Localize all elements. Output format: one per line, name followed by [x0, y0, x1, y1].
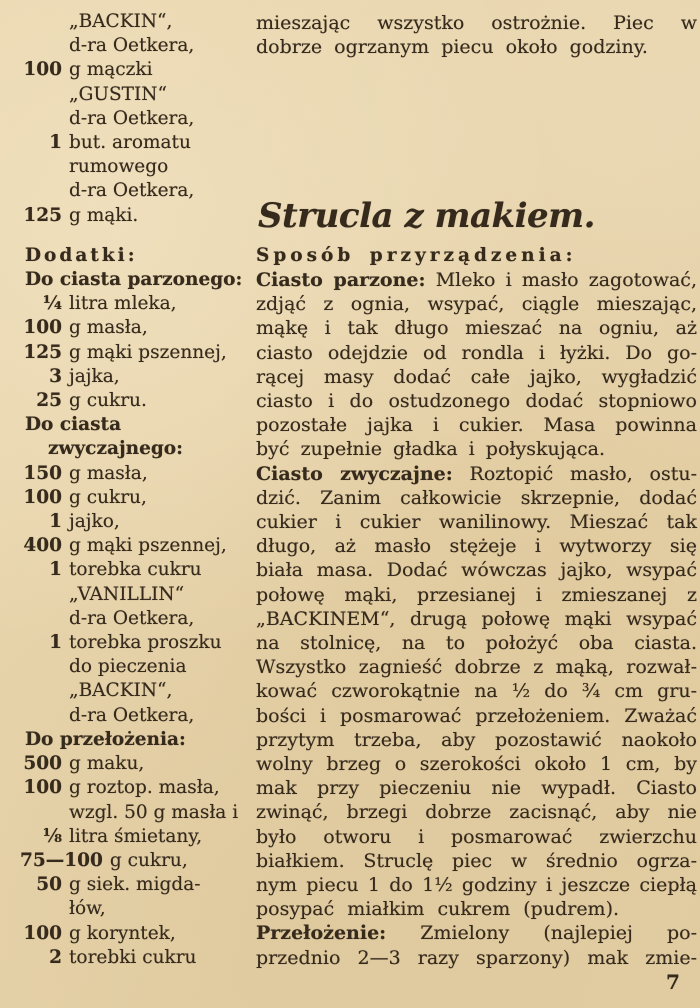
- text-line: biała masa. Dodać wówczas jajko, wsypać: [256, 559, 697, 582]
- text-line: Ciasto zwyczajne: Roztopić masło, ostu-: [256, 462, 697, 485]
- ingredient-qty: 100: [23, 59, 62, 81]
- text-line: mąkę i tak długo mieszać na ogniu, aż: [256, 317, 697, 340]
- ingredient-text: g cukru,: [109, 849, 188, 871]
- ingredient-text: torebka cukru: [69, 559, 202, 581]
- text-line: na stolnicę, na to położyć oba ciasta.: [256, 632, 697, 655]
- ingredient-row: [20, 131, 256, 155]
- ingredient-qty: [20, 107, 62, 131]
- ingredient-qty: ⅛: [42, 825, 62, 847]
- ingredient-row: [20, 776, 256, 800]
- ingredient-text: d-ra Oetkera,: [69, 704, 195, 726]
- ingredient-text: d-ra Oetkera,: [69, 35, 195, 57]
- ingredient-text: g maku,: [69, 753, 145, 775]
- text-line: ciasto odejdzie od rondla i łyżki. Do go-: [256, 341, 697, 364]
- paragraph-lead: Przełożenie:: [256, 922, 387, 945]
- ingredient-text: g roztop. masła,: [69, 777, 220, 799]
- ingredient-row: [20, 365, 256, 389]
- ingredient-qty: [20, 801, 62, 825]
- ingredient-qty: 75—100: [20, 849, 103, 871]
- recipe-body: [256, 268, 697, 970]
- ingredient-text: g masła,: [69, 462, 148, 484]
- ingredient-row: [20, 462, 256, 486]
- method-heading: Sposób przyrządzenia:: [256, 245, 577, 266]
- ingredient-qty: 125: [23, 341, 62, 363]
- ingredient-text: but. aromatu: [69, 132, 191, 154]
- text-line: połowę mąki, przesianej i zmieszanej z: [256, 583, 697, 606]
- ingredient-row: [20, 849, 256, 873]
- ingredient-row: [20, 292, 256, 316]
- ingredient-continuation: [20, 179, 256, 203]
- ingredient-row: [20, 58, 256, 82]
- ingredient-continuation: [20, 583, 256, 607]
- ingredient-qty: 1: [49, 132, 62, 154]
- ingredient-qty: 2: [49, 946, 62, 968]
- ingredient-continuation: [20, 155, 256, 179]
- text-line: pozostałe jajka i cukier. Masa powinna: [256, 414, 697, 437]
- ingredient-row: [20, 316, 256, 340]
- text-line: posypać miałkim cukrem (pudrem).: [256, 898, 620, 921]
- ingredient-text: g mączki: [69, 59, 153, 81]
- ingredient-text: g mąki pszennej,: [69, 535, 227, 557]
- ingredient-row: [20, 534, 256, 558]
- ingredient-row: [20, 486, 256, 510]
- text-line: wolny brzeg o szerokości około 1 cm, by: [256, 753, 697, 776]
- ingredient-qty: 150: [23, 462, 62, 484]
- ingredient-section-header: zwyczajnego:: [48, 438, 183, 460]
- text-line: Przełożenie: Zmielony (najlepiej po-: [256, 922, 697, 945]
- page-number: 7: [666, 970, 680, 994]
- ingredient-continuation: [20, 34, 256, 58]
- text-line: rącej masy dodać całe jajko, wygładzić: [256, 365, 697, 388]
- ingredient-text: „BACKIN“,: [69, 680, 173, 702]
- ingredient-text: g koryntek,: [69, 922, 176, 944]
- ingredient-text: g cukru,: [69, 486, 147, 508]
- text-line: być zupełnie gładka i połyskująca.: [256, 438, 606, 461]
- text-line: dzić. Zanim całkowicie skrzepnie, dodać: [256, 486, 697, 509]
- ingredient-qty: 25: [36, 390, 62, 412]
- paragraph-lead: Ciasto parzone:: [256, 269, 426, 291]
- ingredient-section-header: Do ciasta parzonego:: [25, 269, 243, 291]
- ingredient-row: [20, 341, 256, 365]
- ingredient-qty: 100: [23, 922, 62, 944]
- text-line: mieszając wszystko ostrożnie. Piec w: [256, 12, 697, 34]
- ingredient-text: jajko,: [69, 511, 120, 533]
- text-line: zwinąć, brzegi dobrze zacisnąć, aby nie: [256, 801, 697, 824]
- ingredient-text: „BACKIN“,: [69, 11, 173, 32]
- ingredient-text: litra mleka,: [69, 293, 177, 315]
- ingredient-qty: [20, 10, 62, 34]
- ingredient-continuation: [20, 679, 256, 703]
- ingredient-row: [20, 558, 256, 582]
- ingredient-continuation: [20, 607, 256, 631]
- ingredient-qty: [20, 155, 62, 179]
- ingredient-qty: 1: [49, 511, 62, 533]
- ingredient-qty: 1: [49, 632, 62, 654]
- ingredient-qty: [20, 583, 62, 607]
- ingredient-text: g mąki.: [69, 204, 139, 226]
- ingredient-text: d-ra Oetkera,: [69, 607, 195, 629]
- text-line: przednio 2—3 razy sparzony) mak zmie-: [256, 946, 697, 969]
- ingredient-continuation: [20, 801, 256, 825]
- ingredient-qty: 100: [23, 317, 62, 339]
- ingredient-text: d-ra Oetkera,: [69, 107, 195, 129]
- ingredient-text: wzgl. 50 g masła i: [69, 801, 239, 823]
- ingredient-qty: [20, 897, 62, 921]
- ingredient-qty: 100: [23, 777, 62, 799]
- ingredient-qty: 100: [23, 486, 62, 508]
- ingredient-qty: [20, 655, 62, 679]
- text-line: bości i posmarować przełożeniem. Zważać: [256, 704, 697, 727]
- ingredient-row: [20, 204, 256, 228]
- ingredient-qty: [20, 34, 62, 58]
- ingredient-continuation: [20, 655, 256, 679]
- ingredient-text: „VANILLIN“: [69, 583, 185, 605]
- ingredient-qty: ¼: [42, 293, 62, 315]
- ingredient-section-header: Do przełożenia:: [25, 728, 186, 750]
- ingredient-continuation: [20, 897, 256, 921]
- ingredient-continuation: [20, 704, 256, 728]
- text-line: białkiem. Struclę piec w średnio ogrza-: [256, 849, 697, 872]
- text-line: cukier i cukier wanilinowy. Mieszać tak: [256, 511, 697, 534]
- ingredient-qty: [20, 607, 62, 631]
- ingredient-text: g siek. migda-: [69, 874, 201, 896]
- text-line: nym piecu 1 do 1½ godziny i jeszcze ciepłą: [256, 874, 697, 897]
- text-line: dobrze ogrzanym piecu około godziny.: [256, 36, 648, 59]
- ingredient-row: [20, 946, 256, 970]
- text-line: Wszystko zagnieść dobrze z mąką, rozwał-: [256, 656, 697, 679]
- paragraph-lead: Ciasto zwyczajne:: [256, 462, 453, 485]
- text-line: ciasto i do ostudzonego dodać stopniowo: [256, 390, 697, 413]
- ingredient-row: [20, 825, 256, 849]
- ingredient-text: g cukru.: [69, 390, 147, 412]
- ingredient-qty: [20, 704, 62, 728]
- ingredient-row: [20, 510, 256, 534]
- ingredient-qty: [20, 679, 62, 703]
- text-line: Ciasto parzone: Mleko i masło zagotować,: [256, 269, 697, 291]
- ingredient-text: rumowego: [69, 156, 169, 178]
- left-column: [20, 10, 256, 970]
- ingredient-qty: 50: [36, 874, 62, 896]
- ingredient-row: [20, 631, 256, 655]
- ingredient-qty: 3: [49, 365, 62, 387]
- ingredient-row: [20, 752, 256, 776]
- previous-recipe-ending: [256, 11, 697, 59]
- ingredient-continuation: [20, 10, 256, 34]
- ingredient-section-header: Dodatki:: [25, 244, 138, 266]
- ingredient-text: do pieczenia: [69, 656, 187, 678]
- ingredient-qty: [20, 179, 62, 203]
- ingredient-text: łów,: [69, 898, 106, 920]
- text-line: mak przy pieczeniu nie wypadł. Ciasto: [256, 777, 697, 800]
- ingredient-continuation: [20, 107, 256, 131]
- ingredient-text: torebki cukru: [69, 946, 197, 968]
- text-line: zdjąć z ognia, wsypać, ciągle mieszając,: [256, 293, 697, 316]
- text-line: „BACKINEM“, drugą połowę mąki wsypać: [256, 607, 697, 630]
- ingredient-text: g masła,: [69, 317, 148, 339]
- ingredient-qty: [20, 83, 62, 107]
- text-line: długo, aż masło stężeje i wytworzy się: [256, 535, 697, 558]
- ingredient-qty: 1: [49, 559, 62, 581]
- ingredient-row: [20, 873, 256, 897]
- text-line: kować czworokątnie na ½ do ¾ cm gru-: [256, 680, 697, 703]
- ingredient-continuation: [20, 83, 256, 107]
- ingredient-row: [20, 922, 256, 946]
- ingredient-qty: 400: [23, 535, 62, 557]
- ingredient-text: d-ra Oetkera,: [69, 180, 195, 202]
- recipe-title: Strucla z makiem.: [258, 196, 595, 236]
- ingredient-row: [20, 389, 256, 413]
- ingredient-text: „GUSTIN“: [69, 83, 167, 105]
- ingredient-qty: 125: [23, 204, 62, 226]
- ingredient-text: g mąki pszennej,: [69, 341, 227, 363]
- ingredient-qty: 500: [23, 753, 62, 775]
- ingredient-text: torebka proszku: [69, 632, 222, 654]
- text-line: przytym trzeba, aby pozostawić naokoło: [256, 728, 697, 751]
- ingredient-text: litra śmietany,: [69, 825, 203, 847]
- ingredient-text: jajka,: [69, 365, 120, 387]
- text-line: było otworu i posmarować zwierzchu: [256, 825, 697, 848]
- ingredient-section-header: Do ciasta: [25, 414, 122, 436]
